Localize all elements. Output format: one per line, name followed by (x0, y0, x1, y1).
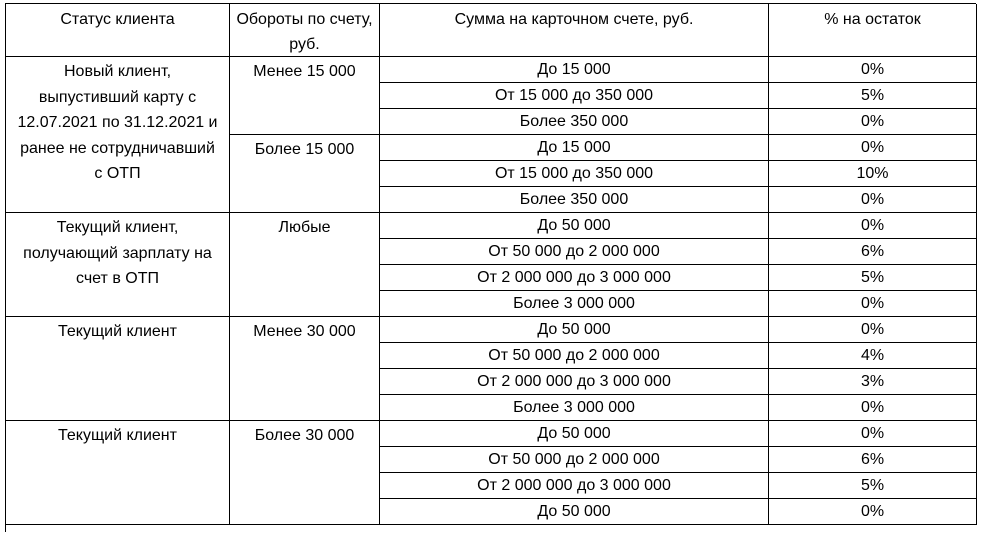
rate-cell: 5% (769, 265, 977, 291)
rate-cell: 5% (769, 473, 977, 499)
balance-cell: До 15 000 (380, 135, 769, 161)
rate-cell: 0% (769, 291, 977, 317)
balance-cell: От 2 000 000 до 3 000 000 (380, 473, 769, 499)
group-status: Текущий клиент (6, 421, 230, 525)
rate-cell: 10% (769, 161, 977, 187)
balance-cell: До 50 000 (380, 499, 769, 525)
rate-cell: 5% (769, 83, 977, 109)
group-status: Текущий клиент (6, 317, 230, 421)
balance-cell: До 50 000 (380, 421, 769, 447)
balance-cell: До 50 000 (380, 317, 769, 343)
group-status: Новый клиент, выпустивший карту с 12.07.2021 по 31.12.2021 и ранее не сотрудничавший с ОТП (6, 57, 230, 213)
balance-cell: От 2 000 000 до 3 000 000 (380, 265, 769, 291)
rate-cell: 0% (769, 421, 977, 447)
balance-cell: От 50 000 до 2 000 000 (380, 239, 769, 265)
balance-cell: От 50 000 до 2 000 000 (380, 343, 769, 369)
group-turnover: Менее 15 000 (230, 57, 380, 135)
rates-table (5, 3, 976, 532)
rate-cell: 0% (769, 135, 977, 161)
rate-cell: 0% (769, 213, 977, 239)
header-balance: Сумма на карточном счете, руб. (380, 4, 769, 57)
balance-cell: От 15 000 до 350 000 (380, 161, 769, 187)
balance-cell: Более 3 000 000 (380, 291, 769, 317)
balance-cell: Более 350 000 (380, 109, 769, 135)
rate-cell: 0% (769, 109, 977, 135)
balance-cell: Более 350 000 (380, 187, 769, 213)
rate-cell: 0% (769, 499, 977, 525)
balance-cell: От 50 000 до 2 000 000 (380, 447, 769, 473)
rate-cell: 0% (769, 57, 977, 83)
balance-cell: От 2 000 000 до 3 000 000 (380, 369, 769, 395)
group-turnover: Менее 30 000 (230, 317, 380, 421)
group-turnover: Любые (230, 213, 380, 317)
rate-cell: 6% (769, 447, 977, 473)
header-status: Статус клиента (6, 4, 230, 57)
balance-cell: От 15 000 до 350 000 (380, 83, 769, 109)
group-status: Текущий клиент, получающий зарплату на счет в ОТП (6, 213, 230, 317)
rate-cell: 3% (769, 369, 977, 395)
rate-cell: 6% (769, 239, 977, 265)
group-turnover: Более 15 000 (230, 135, 380, 213)
balance-cell: Более 3 000 000 (380, 395, 769, 421)
rate-cell: 4% (769, 343, 977, 369)
balance-cell: До 15 000 (380, 57, 769, 83)
header-rate: % на остаток (769, 4, 977, 57)
header-turnover: Обороты по счету, руб. (230, 4, 380, 57)
rate-cell: 0% (769, 395, 977, 421)
balance-cell: До 50 000 (380, 213, 769, 239)
rate-cell: 0% (769, 187, 977, 213)
rate-cell: 0% (769, 317, 977, 343)
group-turnover: Более 30 000 (230, 421, 380, 525)
